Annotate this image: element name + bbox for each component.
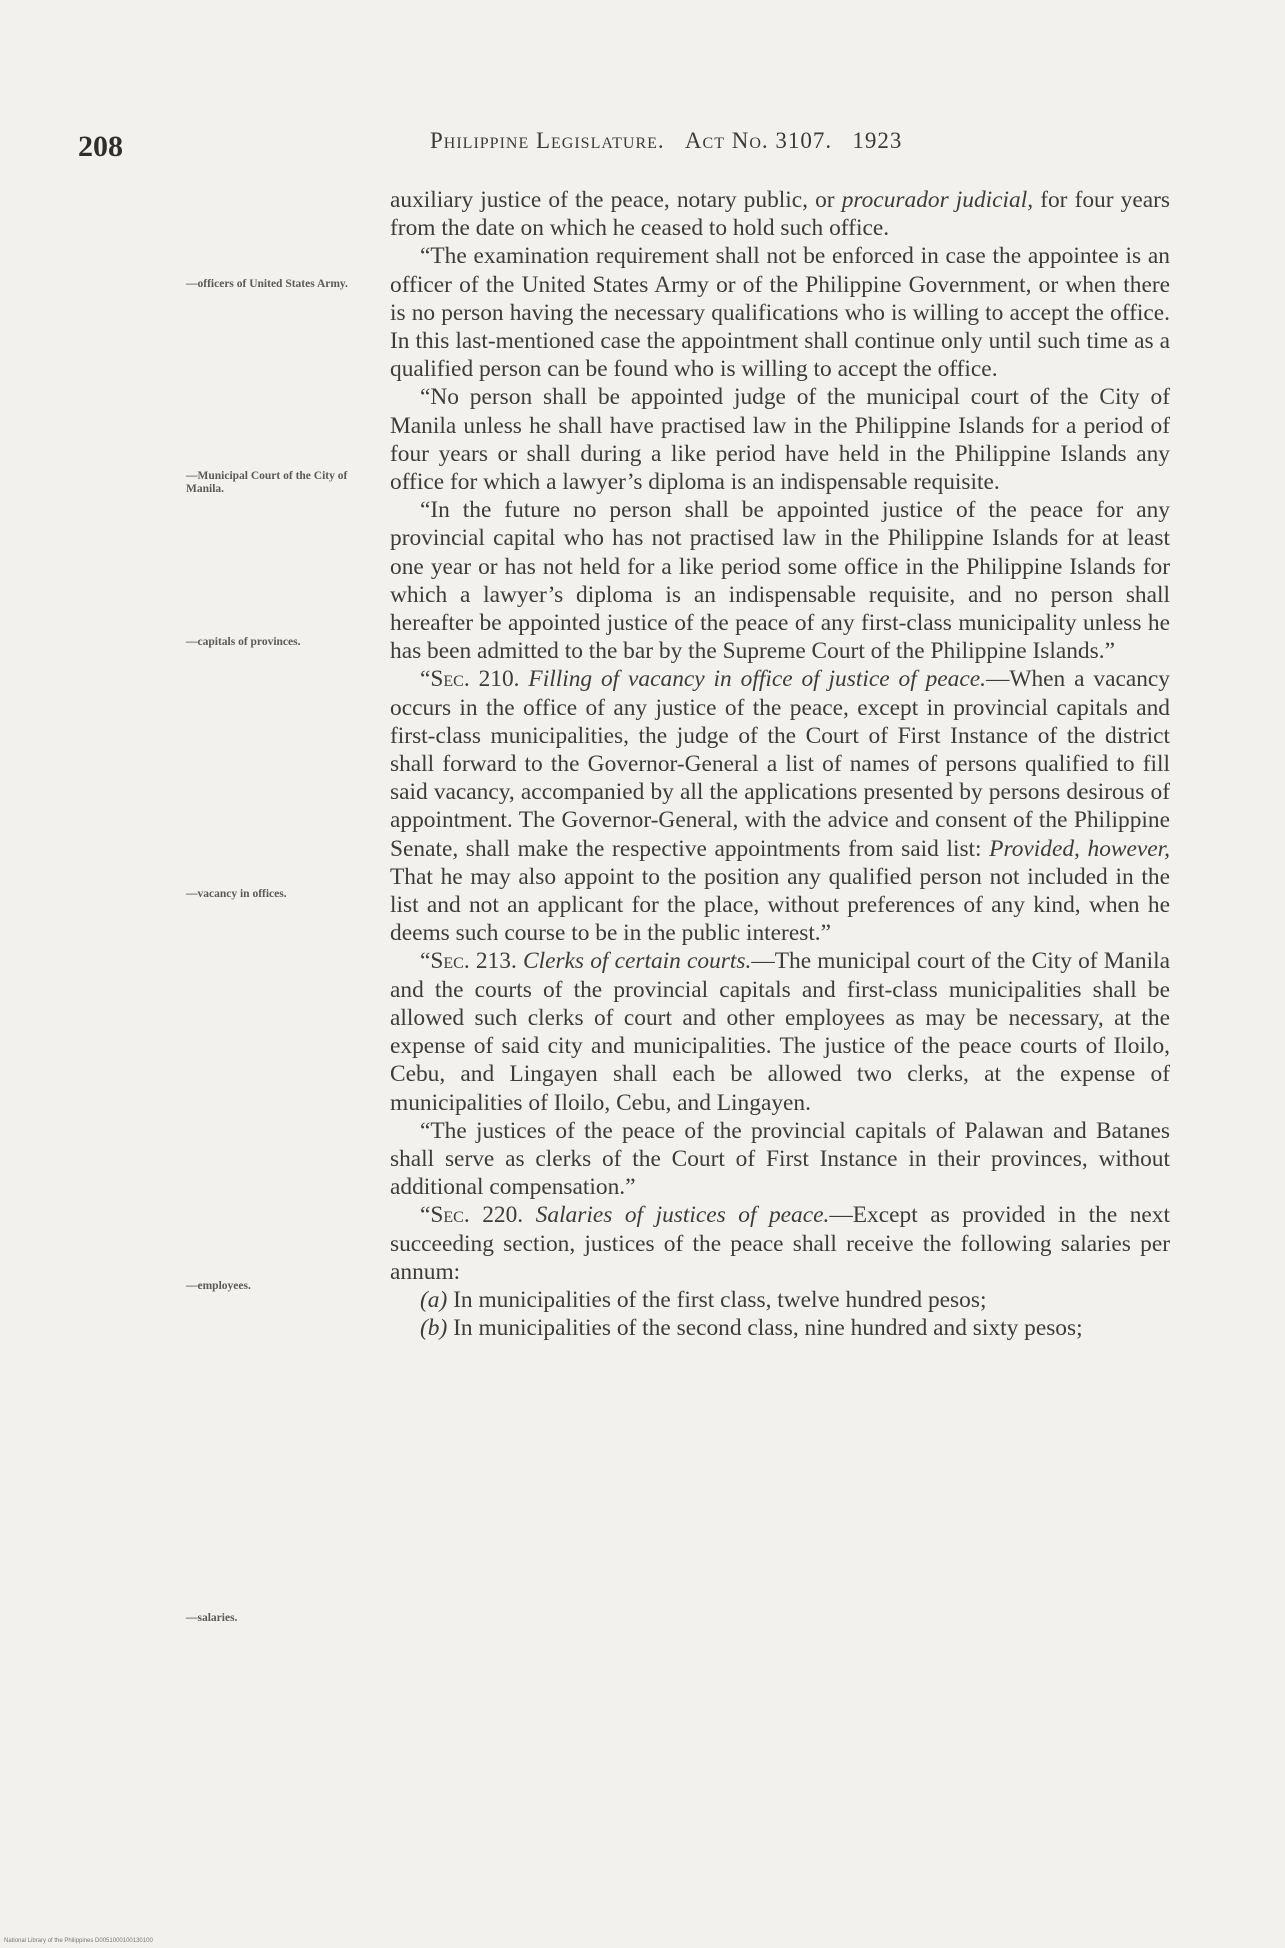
section-number: “Sec. 220.: [420, 1202, 524, 1229]
section-title: Filling of vacancy in office of justice of peace.: [528, 666, 986, 693]
running-title: Philippine Legislature.: [430, 128, 665, 153]
paragraph-municipal-judge: “No person shall be appointed judge of the municipal court of the City of Manila unless he shall have practised law in the Philippine Islands for a period of four years or shall during a like period have held in the Philippine Islands any office for which a lawyer’s diploma is an indispensable requisite.: [390, 384, 1170, 496]
act-number: Act No. 3107.: [684, 128, 833, 153]
margin-note-capitals: —capitals of provinces.: [186, 636, 301, 648]
margin-note-vacancy: —vacancy in offices.: [186, 888, 287, 900]
body-text: [390, 186, 1170, 1342]
running-head: [430, 128, 1110, 154]
paragraph-palawan-batanes: “The justices of the peace of the provincial capitals of Palawan and Batanes shall serve as clerks of the Court of First Instance in their provinces, without additional compensation.”: [390, 1117, 1170, 1201]
running-year: 1923: [852, 128, 903, 153]
paragraph-item-a: (a) In municipalities of the first class, twelve hundred pesos;: [420, 1286, 987, 1313]
margin-note-salaries: —salaries.: [186, 1612, 238, 1624]
margin-note-municipal-court: —Municipal Court of the City of Manila.: [186, 470, 348, 495]
paragraph-examination: “The examination requirement shall not be enforced in case the appointee is an officer of the United States Army or of the Philippine Government, or when there is no person having the necessary qualifications who is willing to accept the office. In this last-mentioned case the appointment shall continue only until such time as a qualified person can be found who is willing to accept the office.: [390, 243, 1170, 383]
paragraph-provincial-capital: “In the future no person shall be appointed justice of the peace for any provincial capital who has not practised law in the Philippine Islands for at least one year or has not held for a like period some office in the Philippine Islands for which a lawyer’s diploma is an indispensable requisite, and no person shall hereafter be appointed justice of the peace of any first-class municipality unless he has been admitted to the bar by the Supreme Court of the Philippine Islands.”: [390, 497, 1170, 665]
section-title: Salaries of justices of peace.: [535, 1202, 830, 1229]
margin-note-officers: —officers of United States Army.: [186, 278, 348, 290]
paragraph-item-b: (b) In municipalities of the second class, nine hundred and sixty pesos;: [420, 1315, 1083, 1342]
paragraph-sec-220: “Sec. 220. Salaries of justices of peace.—Except as provided in the next succeeding section, justices of the peace shall receive the following salaries per annum:: [390, 1202, 1170, 1285]
section-title: Clerks of certain courts.: [522, 948, 752, 975]
paragraph-continuation: auxiliary justice of the peace, notary public, or procurador judicial, for four years from the date on which he ceased to hold such office.: [390, 187, 1170, 242]
page-number: 208: [78, 130, 123, 163]
paragraph-sec-213: “Sec. 213. Clerks of certain courts.—The municipal court of the City of Manila and the courts of the provincial capitals and first-class municipalities shall be allowed such clerks of court and other employees as may be necessary, at the expense of said city and municipalities. The justice of the peace courts of Iloilo, Cebu, and Lingayen shall each be allowed two clerks, at the expense of municipalities of Iloilo, Cebu, and Lingayen.: [390, 948, 1170, 1116]
margin-note-employees: —employees.: [186, 1280, 251, 1292]
section-number: “Sec. 213.: [420, 948, 517, 975]
scan-source-line: National Library of the Philippines D0051000100130100: [4, 1938, 153, 1944]
section-number: “Sec. 210.: [420, 666, 520, 693]
paragraph-sec-210: “Sec. 210. Filling of vacancy in office of justice of peace.—When a vacancy occurs in the office of any justice of the peace, except in provincial capitals and first-class municipalities, the judge of the Court of First Instance of the district shall forward to the Governor-General a list of names of persons qualified to fill said vacancy, accompanied by all the applications presented by persons desirous of appointment. The Governor-General, with the advice and consent of the Philippine Senate, shall make the respective appointments from said list: Provided, however, That he may also appoint to the position any qualified person not included in the list and not an applicant for the place, without preferences of any kind, when he deems such course to be in the public interest.”: [390, 666, 1170, 947]
